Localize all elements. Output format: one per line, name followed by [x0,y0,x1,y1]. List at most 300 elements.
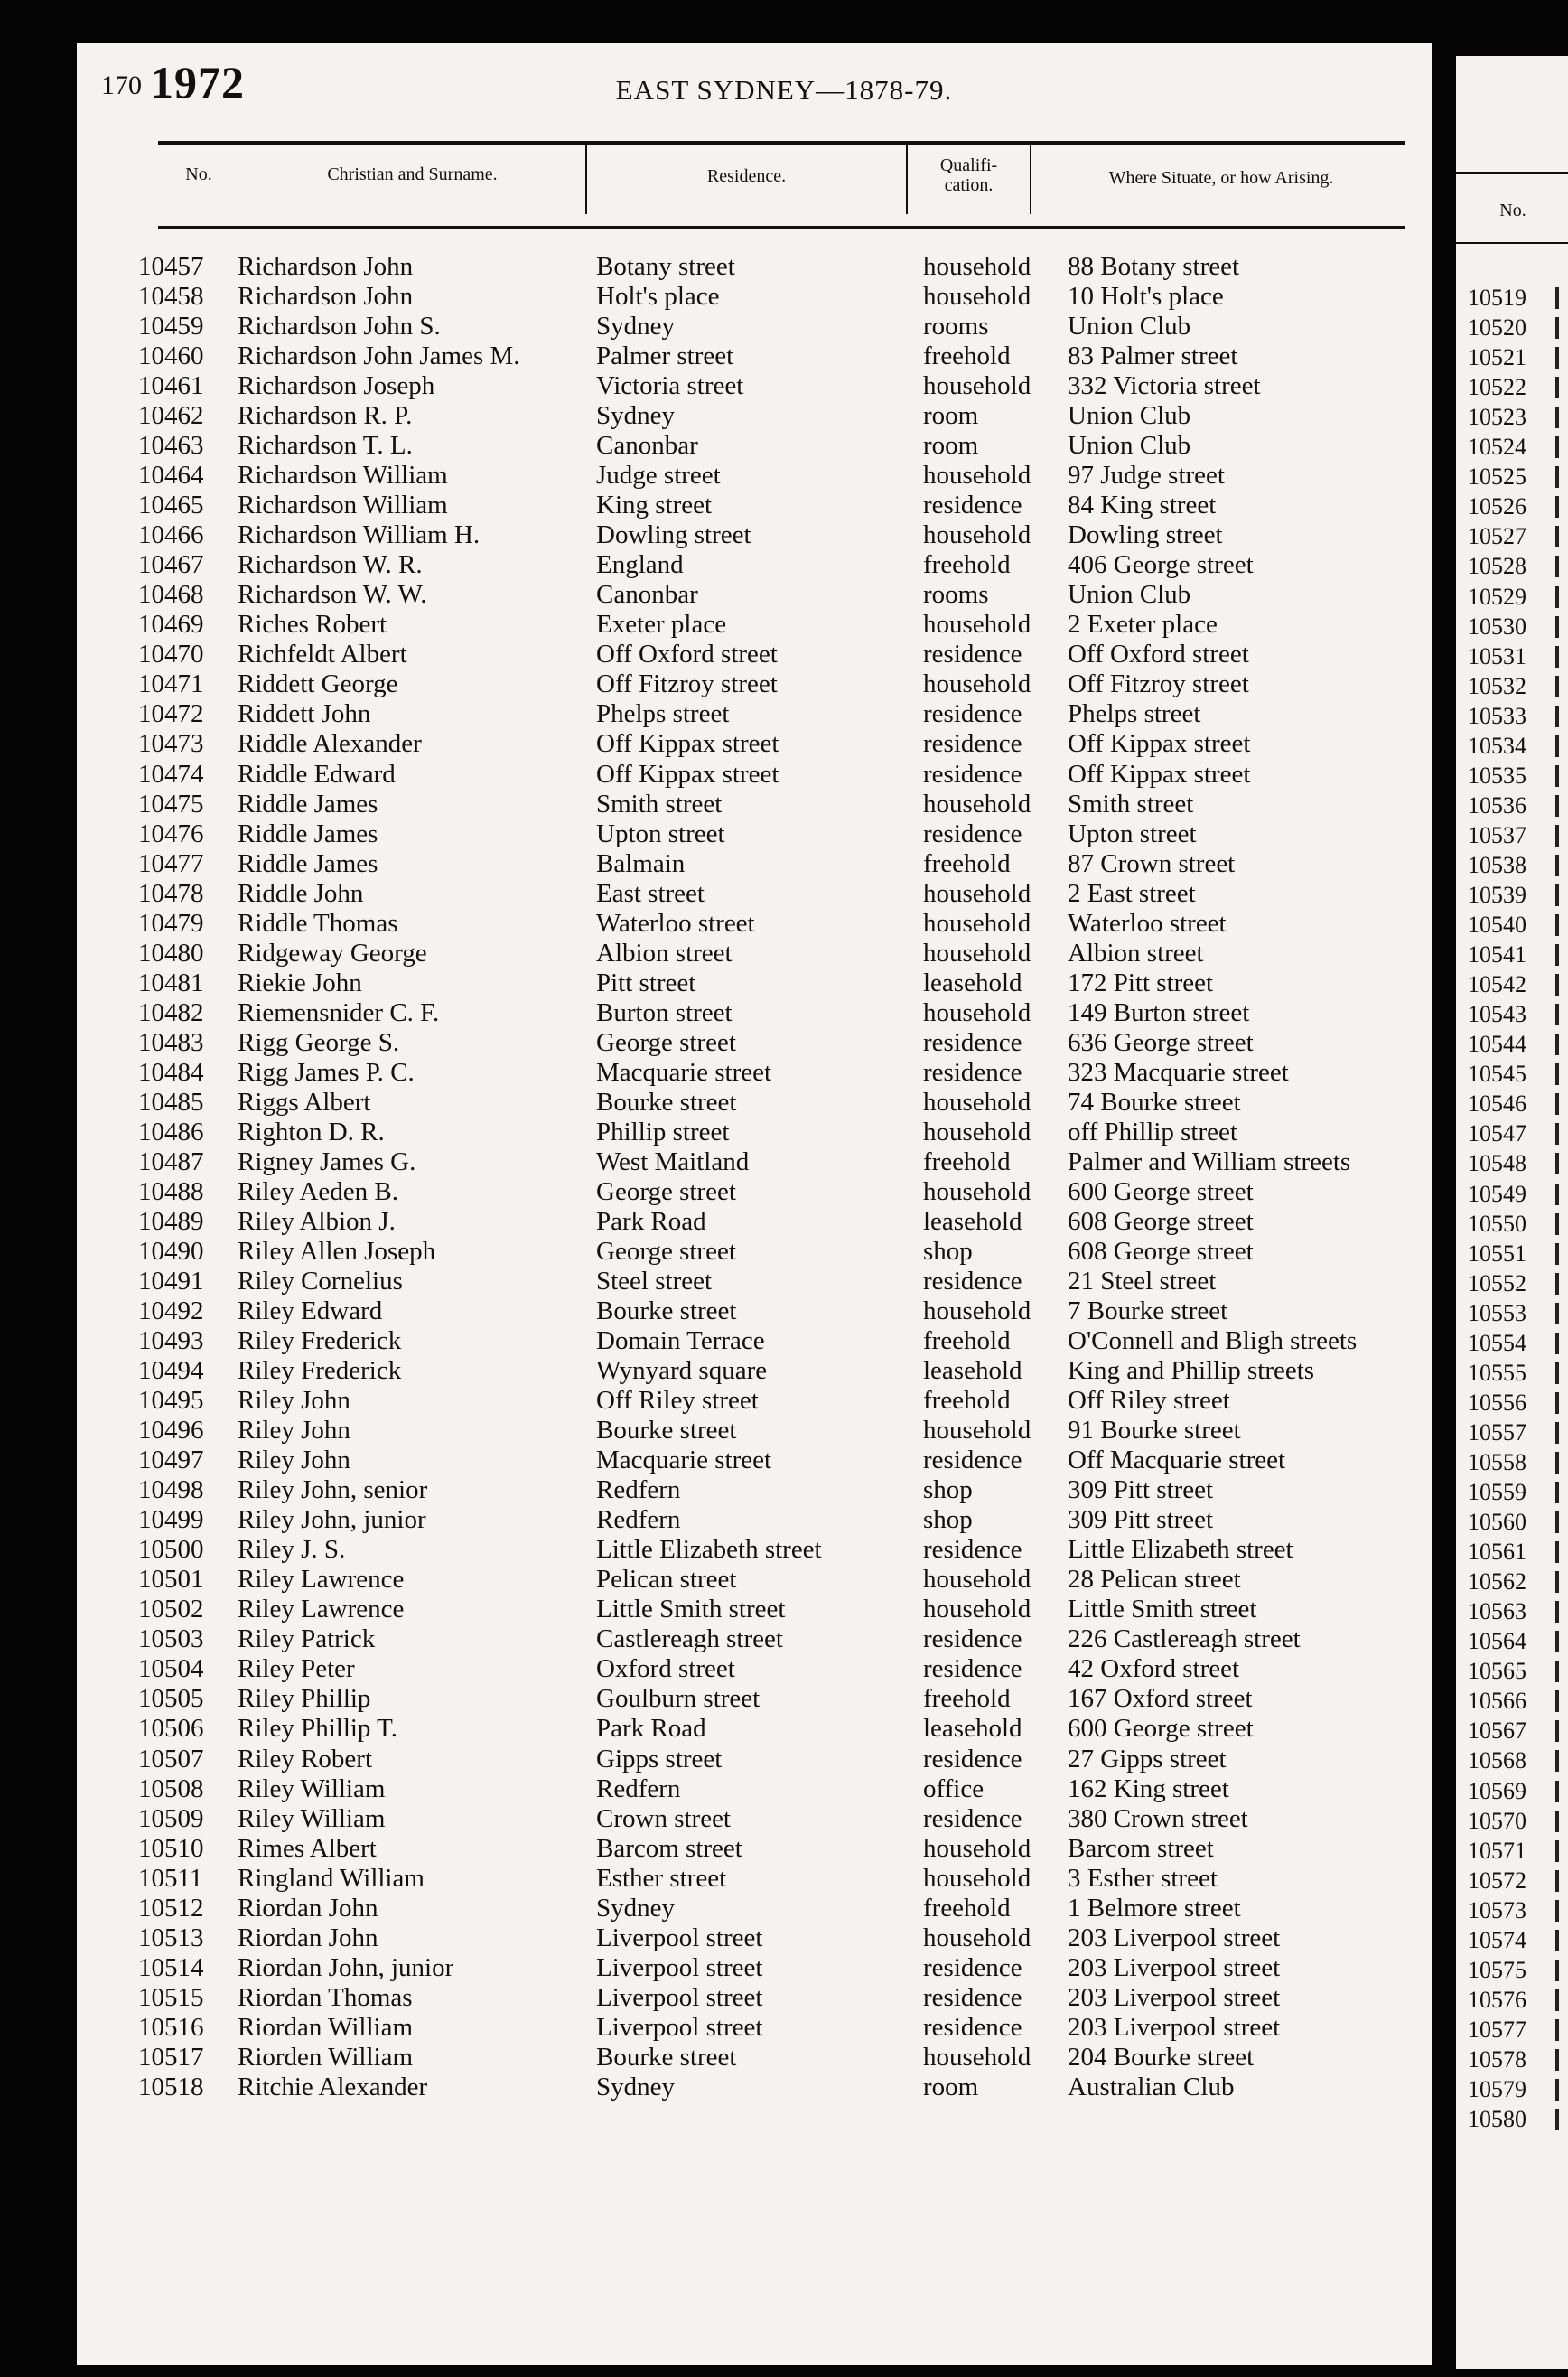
entry-where-situate: 204 Bourke street [1068,2042,1255,2072]
table-row [0,1386,1445,1416]
truncated-name-stroke [1555,1422,1559,1444]
entry-where-situate: 309 Pitt street [1068,1505,1214,1535]
entry-residence: East street [596,878,705,908]
entry-residence: Burton street [596,997,733,1027]
entry-residence: Park Road [596,1714,706,1744]
next-page-row [1456,1776,1568,1806]
next-page-entry-number: 10521 [1468,344,1526,371]
entry-residence: George street [596,1027,736,1057]
entry-name: Richardson William [238,461,448,491]
entry-where-situate: 600 George street [1068,1176,1254,1206]
next-page-row [1456,1955,1568,1985]
entry-name: Richardson John S. [238,312,441,342]
entry-number: 10507 [138,1744,204,1773]
table-row [0,431,1445,461]
next-page-entry-number: 10562 [1468,1568,1526,1596]
table-row [0,1505,1445,1535]
next-page-entry-number: 10551 [1468,1240,1526,1267]
next-page-row [1456,551,1568,581]
entry-name: Riddle Thomas [238,908,398,938]
entry-name: Riordan William [238,2012,414,2042]
entry-number: 10461 [138,371,204,401]
table-row [0,461,1445,491]
entry-qualification: leasehold [923,1356,1022,1386]
entry-residence: Smith street [596,789,723,819]
column-header-where: Where Situate, or how Arising. [1108,168,1334,188]
header-bottom-rule [158,226,1405,229]
table-row [0,1983,1445,2013]
entry-where-situate: 2 East street [1068,878,1196,908]
entry-where-situate: Waterloo street [1068,908,1227,938]
entry-residence: Macquarie street [596,1057,772,1087]
next-page-row [1456,880,1568,910]
entry-qualification: residence [923,1654,1022,1684]
next-page-row [1456,1866,1568,1895]
truncated-name-stroke [1555,1661,1559,1682]
entry-name: Riddle James [238,789,378,819]
next-page-row [1456,731,1568,761]
entry-where-situate: Union Club [1068,431,1191,461]
table-row [0,401,1445,431]
entry-qualification: leasehold [923,968,1022,997]
entry-qualification: freehold [923,848,1011,878]
entry-qualification: household [923,461,1031,491]
entry-name: Rigg George S. [238,1027,400,1057]
next-page-entry-number: 10548 [1468,1150,1526,1177]
entry-where-situate: Phelps street [1068,699,1201,729]
entry-name: Ritchie Alexander [238,2072,428,2101]
column-header-no: No. [185,164,212,184]
entry-number: 10487 [138,1146,204,1176]
truncated-name-stroke [1555,884,1559,906]
entry-where-situate: 203 Liverpool street [1068,2012,1281,2042]
entry-name: Riley John, junior [238,1505,426,1535]
table-row [0,371,1445,401]
truncated-name-stroke [1555,676,1559,697]
entry-name: Riordan Thomas [238,1982,413,2012]
column-header-qualification [908,155,1030,195]
entry-qualification: freehold [923,1684,1011,1714]
truncated-name-stroke [1555,1601,1559,1623]
entry-number: 10497 [138,1446,204,1475]
next-page-row [1456,1836,1568,1866]
entry-residence: Bourke street [596,1416,737,1446]
next-page-row [1456,671,1568,701]
next-page-entry-number: 10575 [1468,1956,1526,1983]
entry-number: 10504 [138,1654,204,1684]
next-page-entry-number: 10564 [1468,1628,1526,1655]
table-row [0,640,1445,669]
entry-residence: George street [596,1236,736,1266]
entry-qualification: household [923,610,1031,640]
next-page-entry-number: 10536 [1468,791,1526,819]
next-page-top-rule [1456,172,1568,174]
entry-number: 10496 [138,1416,204,1446]
entry-name: Riley Cornelius [238,1267,403,1296]
entry-qualification: household [923,1416,1031,1446]
entry-qualification: rooms [923,580,989,610]
truncated-name-stroke [1555,944,1559,966]
entry-number: 10479 [138,908,204,938]
truncated-name-stroke [1555,1213,1559,1235]
next-page-row [1456,2074,1568,2104]
next-page-row [1456,1447,1568,1477]
next-page-entry-number: 10550 [1468,1210,1526,1237]
entry-where-situate: 167 Oxford street [1068,1684,1253,1714]
next-page-entry-number: 10545 [1468,1061,1526,1088]
entry-where-situate: 3 Esther street [1068,1863,1218,1893]
entry-qualification: household [923,1117,1031,1146]
next-page-row [1456,2045,1568,2074]
entry-name: Riley John [238,1416,350,1446]
entry-name: Richardson Joseph [238,371,435,401]
entry-number: 10511 [138,1863,203,1893]
header-top-rule [158,141,1405,145]
entry-where-situate: 600 George street [1068,1714,1254,1744]
entry-number: 10458 [138,282,204,312]
entry-number: 10477 [138,848,204,878]
entry-where-situate: 2 Exeter place [1068,610,1218,640]
next-page-entry-number: 10528 [1468,553,1526,580]
next-page-row [1456,1328,1568,1358]
entry-name: Richardson John James M. [238,342,520,371]
entry-residence: Liverpool street [596,1982,763,2012]
truncated-name-stroke [1555,347,1559,369]
truncated-name-stroke [1555,765,1559,787]
next-page-row [1456,342,1568,372]
entry-qualification: rooms [923,312,989,342]
entry-name: Riddle Edward [238,759,396,789]
entry-qualification: household [923,2042,1031,2072]
next-page-row [1456,761,1568,791]
entry-residence: Little Smith street [596,1595,786,1624]
entry-residence: Liverpool street [596,2012,763,2042]
entry-residence: Albion street [596,938,733,968]
table-row [0,252,1445,282]
table-row [0,998,1445,1028]
truncated-name-stroke [1555,1184,1559,1205]
entry-number: 10495 [138,1386,204,1416]
entry-qualification: household [923,252,1031,281]
entry-number: 10488 [138,1176,204,1206]
entry-qualification: residence [923,1952,1022,1982]
next-page-entry-number: 10544 [1468,1031,1526,1058]
entry-where-situate: Off Riley street [1068,1386,1230,1416]
entry-where-situate: 608 George street [1068,1236,1254,1266]
next-page-row [1456,1388,1568,1418]
truncated-name-stroke [1555,1482,1559,1503]
entry-where-situate: Palmer and William streets [1068,1146,1351,1176]
entry-where-situate: 636 George street [1068,1027,1254,1057]
next-page-row [1456,999,1568,1029]
table-row [0,1565,1445,1595]
next-page-entry-number: 10541 [1468,941,1526,969]
entry-residence: Liverpool street [596,1923,763,1952]
next-page-entry-number: 10573 [1468,1896,1526,1923]
truncated-name-stroke [1555,526,1559,547]
entry-number: 10515 [138,1982,204,2012]
next-page-row [1456,1895,1568,1925]
next-page-row [1456,372,1568,402]
entry-number: 10473 [138,729,204,759]
entry-number: 10469 [138,610,204,640]
entry-qualification: residence [923,729,1022,759]
truncated-name-stroke [1555,1093,1559,1115]
entry-number: 10467 [138,550,204,580]
truncated-name-stroke [1555,974,1559,996]
table-row [0,1207,1445,1237]
entry-where-situate: 87 Crown street [1068,848,1236,878]
truncated-name-stroke [1555,407,1559,428]
entry-name: Riley John [238,1446,350,1475]
entry-where-situate: Smith street [1068,789,1194,819]
entry-residence: Botany street [596,252,735,281]
next-page-entry-number: 10559 [1468,1479,1526,1505]
entry-name: Riddett George [238,669,398,699]
entry-where-situate: Off Kippax street [1068,729,1251,759]
next-page-entry-number: 10555 [1468,1359,1526,1386]
table-row [0,1058,1445,1088]
truncated-name-stroke [1555,1720,1559,1742]
next-page-entry-number: 10527 [1468,523,1526,550]
next-page-entry-number: 10580 [1468,2106,1526,2133]
table-row [0,1894,1445,1923]
entry-where-situate: Union Club [1068,580,1191,610]
entry-name: Riley Frederick [238,1356,402,1386]
truncated-name-stroke [1555,1511,1559,1533]
truncated-name-stroke [1555,735,1559,757]
truncated-name-stroke [1555,2109,1559,2130]
entry-qualification: residence [923,1446,1022,1475]
truncated-name-stroke [1555,1303,1559,1324]
truncated-name-stroke [1555,1930,1559,1951]
entry-residence: Gipps street [596,1744,723,1773]
entry-residence: King street [596,491,713,520]
truncated-name-stroke [1555,2079,1559,2101]
entry-residence: Phelps street [596,699,730,729]
next-page-entry-number: 10577 [1468,2016,1526,2043]
next-page-row [1456,1268,1568,1298]
table-row [0,1296,1445,1326]
entry-residence: Canonbar [596,580,698,610]
entry-where-situate: 226 Castlereagh street [1068,1624,1301,1654]
truncated-name-stroke [1555,1989,1559,2011]
entry-where-situate: 83 Palmer street [1068,342,1238,371]
entry-number: 10494 [138,1356,204,1386]
next-page-row [1456,612,1568,641]
entry-qualification: household [923,1595,1031,1624]
table-row [0,1177,1445,1207]
entry-number: 10464 [138,461,204,491]
entry-name: Riley Patrick [238,1624,376,1654]
entry-residence: Pelican street [596,1565,737,1595]
entry-qualification: household [923,1296,1031,1326]
entry-residence: Castlereagh street [596,1624,783,1654]
entry-qualification: household [923,1565,1031,1595]
next-page-row [1456,2104,1568,2134]
truncated-name-stroke [1555,1541,1559,1563]
entry-residence: Dowling street [596,520,751,550]
table-row [0,1774,1445,1804]
entry-where-situate: off Phillip street [1068,1117,1237,1146]
table-row [0,1475,1445,1505]
entry-residence: Esther street [596,1863,727,1893]
entry-number: 10480 [138,938,204,968]
table-row [0,1624,1445,1654]
entry-qualification: household [923,997,1031,1027]
entry-residence: Barcom street [596,1833,742,1863]
entry-name: Riggs Albert [238,1087,371,1117]
entry-name: Richardson William [238,491,448,520]
next-page-entry-number: 10561 [1468,1539,1526,1566]
entry-name: Riemensnider C. F. [238,997,440,1027]
truncated-name-stroke [1555,706,1559,727]
entry-where-situate: Union Club [1068,401,1191,431]
table-row [0,520,1445,550]
table-row [0,1147,1445,1177]
next-page-row [1456,1118,1568,1148]
entry-number: 10466 [138,520,204,550]
entry-residence: Oxford street [596,1654,735,1684]
entry-name: Riekie John [238,968,362,997]
entry-number: 10490 [138,1236,204,1266]
truncated-name-stroke [1555,1690,1559,1712]
truncated-name-stroke [1555,2019,1559,2041]
table-row [0,1745,1445,1774]
next-page-entry-number: 10519 [1468,285,1526,311]
entry-where-situate: 406 George street [1068,550,1254,580]
next-page-row [1456,402,1568,432]
truncated-name-stroke [1555,1840,1559,1862]
truncated-name-stroke [1555,1243,1559,1265]
entry-number: 10517 [138,2042,204,2072]
entry-residence: Park Road [596,1206,706,1236]
next-page-entry-number: 10534 [1468,732,1526,759]
entry-qualification: residence [923,1744,1022,1773]
table-row [0,1028,1445,1058]
truncated-name-stroke [1555,377,1559,398]
next-page-row [1456,820,1568,850]
truncated-name-stroke [1555,466,1559,488]
entry-name: Richardson John [238,282,414,312]
table-row [0,699,1445,729]
next-page-row [1456,1985,1568,2015]
entry-name: Riley Allen Joseph [238,1236,436,1266]
next-page-entry-number: 10522 [1468,374,1526,401]
page-title: EAST SYDNEY—1878-79. [615,74,953,106]
entry-number: 10491 [138,1267,204,1296]
next-page-entry-number: 10556 [1468,1389,1526,1416]
next-page-entry-number: 10552 [1468,1269,1526,1296]
next-page-entry-number: 10532 [1468,672,1526,699]
truncated-name-stroke [1555,1123,1559,1145]
entry-qualification: freehold [923,550,1011,580]
entry-residence: Phillip street [596,1117,730,1146]
truncated-name-stroke [1555,287,1559,309]
entry-residence: Off Kippax street [596,759,779,789]
truncated-name-stroke [1555,1960,1559,1981]
entry-residence: Victoria street [596,371,744,401]
table-row [0,2043,1445,2073]
next-page-entry-number: 10574 [1468,1926,1526,1953]
table-row [0,580,1445,610]
truncated-name-stroke [1555,1452,1559,1474]
next-page-entry-number: 10554 [1468,1329,1526,1356]
entry-where-situate: Off Oxford street [1068,640,1249,669]
column-header-name: Christian and Surname. [327,164,498,184]
entry-qualification: residence [923,2012,1022,2042]
entry-number: 10471 [138,669,204,699]
entry-residence: Palmer street [596,342,734,371]
entry-number: 10474 [138,759,204,789]
entry-number: 10486 [138,1117,204,1146]
entry-qualification: household [923,1923,1031,1952]
entry-where-situate: 172 Pitt street [1068,968,1214,997]
entry-number: 10478 [138,878,204,908]
truncated-name-stroke [1555,1781,1559,1802]
truncated-name-stroke [1555,795,1559,817]
entry-name: Riddle John [238,878,364,908]
truncated-name-stroke [1555,1631,1559,1652]
entry-where-situate: Dowling street [1068,520,1223,550]
entry-number: 10468 [138,580,204,610]
entry-residence: Off Riley street [596,1386,759,1416]
entry-qualification: household [923,908,1031,938]
entry-number: 10512 [138,1893,204,1923]
entry-where-situate: 88 Botany street [1068,252,1240,281]
entry-where-situate: Little Elizabeth street [1068,1535,1293,1565]
entry-where-situate: Barcom street [1068,1833,1214,1863]
entry-qualification: residence [923,1624,1022,1654]
truncated-name-stroke [1555,1870,1559,1892]
truncated-name-stroke [1555,825,1559,847]
entry-number: 10481 [138,968,204,997]
table-row [0,1535,1445,1565]
entry-qualification: leasehold [923,1714,1022,1744]
entry-residence: Holt's place [596,282,720,312]
entry-name: Riley Peter [238,1654,355,1684]
entry-qualification: household [923,1833,1031,1863]
next-page-row [1456,1626,1568,1656]
truncated-name-stroke [1555,616,1559,638]
entry-qualification: household [923,1087,1031,1117]
table-row [0,669,1445,699]
entry-name: Riddle James [238,819,378,848]
next-page-entry-number: 10558 [1468,1448,1526,1475]
table-row [0,879,1445,909]
entry-name: Riorden William [238,2042,414,2072]
next-page-row [1456,432,1568,462]
table-row [0,550,1445,580]
next-page-entry-number: 10563 [1468,1598,1526,1625]
entry-number: 10516 [138,2012,204,2042]
next-page-entry-number: 10547 [1468,1120,1526,1147]
next-page-row [1456,1059,1568,1089]
entry-name: Riley William [238,1803,386,1833]
entry-qualification: room [923,431,979,461]
next-page-entry-number: 10571 [1468,1837,1526,1864]
truncated-name-stroke [1555,1811,1559,1832]
truncated-name-stroke [1555,1333,1559,1354]
next-page-row [1456,521,1568,551]
entry-name: Riley John, senior [238,1475,428,1505]
entry-residence: Sydney [596,401,675,431]
entry-residence: England [596,550,684,580]
entry-residence: Sydney [596,2072,675,2101]
entry-number: 10498 [138,1475,204,1505]
entry-number: 10482 [138,997,204,1027]
next-page-row [1456,1507,1568,1537]
